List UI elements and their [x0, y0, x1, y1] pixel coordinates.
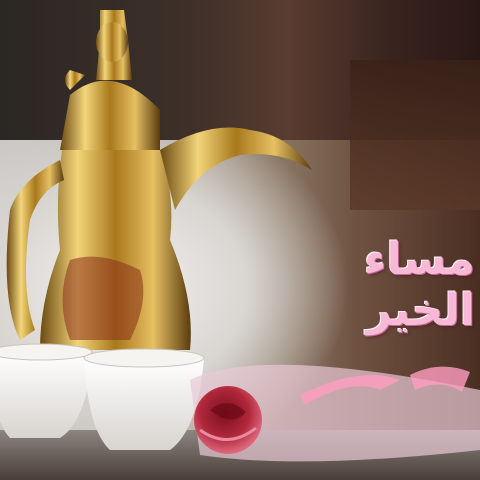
coffee-cup-right	[84, 349, 204, 450]
coffee-cup-left	[0, 344, 92, 438]
greeting-text: مساء الخير	[363, 234, 475, 336]
wrapped-rose	[190, 365, 480, 462]
